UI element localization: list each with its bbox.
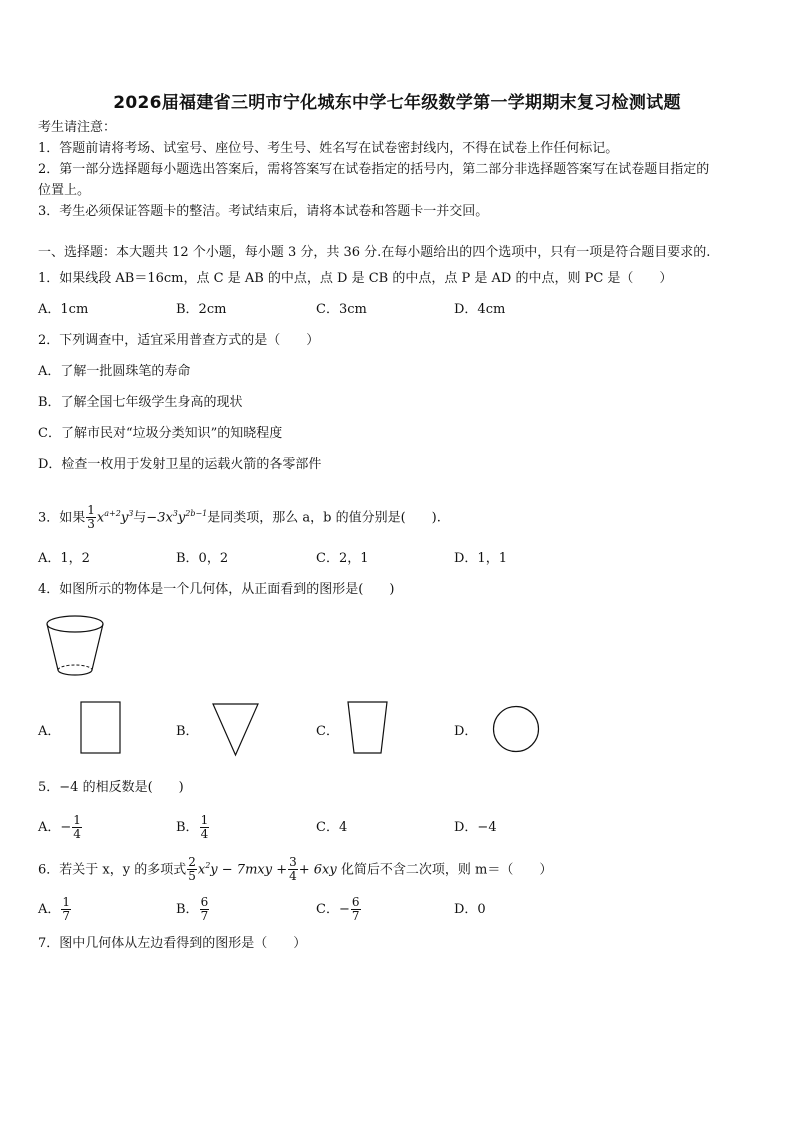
q3-option-c: C．2，1 bbox=[316, 551, 369, 566]
q4-cup-figure bbox=[44, 612, 108, 678]
q6-f1-num: 2 bbox=[188, 855, 196, 870]
q5-a-num: 1 bbox=[73, 813, 81, 827]
q5-option-b-fraction bbox=[200, 814, 210, 841]
page-title: 2026届福建省三明市宁化城东中学七年级数学第一学期期末复习检测试题 bbox=[113, 93, 681, 113]
q6-term-last: + 6xy bbox=[298, 862, 337, 878]
q6-term-x-exp: 2 bbox=[205, 861, 211, 870]
question-1: 1．如果线段 AB＝16cm，点 C 是 AB 的中点，点 D 是 CB 的中点，点 P 是 AD 的中点，则 PC 是（ ） bbox=[38, 271, 673, 286]
q6-option-d: D．0 bbox=[454, 902, 486, 917]
section-heading: 一、选择题：本大题共 12 个小题，每小题 3 分，共 36 分.在每小题给出的四个选项中，只有一项是符合题目要求的. bbox=[38, 245, 711, 260]
q6-a-num: 1 bbox=[62, 895, 71, 909]
q5-b-den: 4 bbox=[200, 827, 209, 841]
q6-f1-den: 5 bbox=[188, 869, 196, 884]
q6-option-b-label: B． bbox=[176, 902, 199, 917]
q6-option-a bbox=[38, 896, 72, 924]
q6-c-num: 6 bbox=[351, 895, 360, 909]
q6-term-x: x bbox=[197, 862, 206, 878]
q1-option-d: D．4cm bbox=[454, 302, 506, 317]
q6-f2-num: 3 bbox=[289, 855, 297, 870]
q6-option-b bbox=[176, 896, 210, 924]
q6-option-c-fraction bbox=[351, 896, 361, 923]
q2-option-a: A．了解一批圆珠笔的寿命 bbox=[38, 364, 191, 379]
notice-item-3: 3．考生必须保证答题卡的整洁。考试结束后，请将本试卷和答题卡一并交回。 bbox=[38, 204, 489, 219]
question-4: 4．如图所示的物体是一个几何体，从正面看到的图形是( ) bbox=[38, 582, 395, 597]
q3-frac-num: 1 bbox=[87, 503, 95, 518]
q3-option-a: A．1，2 bbox=[38, 551, 90, 566]
q3-term1-x-exp: a+2 bbox=[104, 509, 121, 518]
q6-option-c-label: C． bbox=[316, 902, 339, 917]
q6-f2-den: 4 bbox=[289, 869, 297, 884]
q5-option-a-sign: − bbox=[60, 820, 72, 835]
q3-term1-y: y bbox=[120, 510, 129, 526]
notice-item-2-cont: 位置上。 bbox=[38, 183, 91, 198]
q4-option-a-label: A． bbox=[38, 724, 61, 739]
q6-b-num: 6 bbox=[200, 895, 209, 909]
q6-option-a-label: A． bbox=[38, 902, 61, 917]
q3-term1-y-exp: 3 bbox=[128, 509, 134, 518]
q2-option-d: D．检查一枚用于发射卫星的运载火箭的各零部件 bbox=[38, 457, 322, 472]
q4-option-c-trapezoid bbox=[347, 701, 389, 755]
q3-term2-y: y bbox=[177, 510, 186, 526]
q5-option-c: C．4 bbox=[316, 820, 348, 835]
q1-option-a: A．1cm bbox=[38, 302, 89, 317]
question-6 bbox=[38, 852, 552, 884]
q6-term-middle: y − 7mxy + bbox=[210, 862, 288, 878]
question-7: 7．图中几何体从左边看得到的图形是（ ） bbox=[38, 936, 307, 951]
q6-option-c bbox=[316, 896, 362, 924]
q3-term2-x: −3x bbox=[146, 510, 173, 526]
q5-option-b-label: B． bbox=[176, 820, 199, 835]
q6-fraction-2 bbox=[288, 856, 298, 883]
q6-prefix: 6．若关于 x，y 的多项式 bbox=[38, 862, 187, 878]
q4-option-a-rectangle bbox=[80, 701, 122, 755]
question-5: 5．−4 的相反数是( ) bbox=[38, 780, 184, 795]
q6-suffix: 化简后不含二次项，则 m＝（ ） bbox=[340, 862, 553, 878]
q4-option-b-triangle bbox=[212, 703, 260, 757]
q5-option-a-label: A． bbox=[38, 820, 61, 835]
q3-term2-y-exp: 2b−1 bbox=[185, 509, 208, 518]
q5-option-d: D．−4 bbox=[454, 820, 497, 835]
q4-option-c-label: C． bbox=[316, 724, 339, 739]
question-2: 2．下列调查中，适宜采用普查方式的是（ ） bbox=[38, 333, 320, 348]
q5-a-den: 4 bbox=[73, 827, 81, 841]
q6-option-b-fraction bbox=[200, 896, 210, 923]
q4-option-d-label: D． bbox=[454, 724, 478, 739]
notice-heading: 考生请注意： bbox=[38, 120, 117, 135]
q6-fraction-1 bbox=[187, 856, 197, 883]
q5-option-a bbox=[38, 814, 83, 842]
q5-option-a-fraction bbox=[72, 814, 82, 841]
q6-b-den: 7 bbox=[200, 909, 209, 923]
q6-c-den: 7 bbox=[351, 909, 360, 923]
q3-and: 与 bbox=[133, 510, 147, 526]
q2-option-c: C．了解市民对“垃圾分类知识”的知晓程度 bbox=[38, 426, 283, 441]
q3-frac-den: 3 bbox=[87, 517, 95, 532]
q1-option-b: B．2cm bbox=[176, 302, 227, 317]
q6-a-den: 7 bbox=[62, 909, 71, 923]
q4-option-d-circle bbox=[492, 705, 540, 753]
q4-option-b-label: B． bbox=[176, 724, 199, 739]
q3-term1-x: x bbox=[96, 510, 105, 526]
q2-option-b: B．了解全国七年级学生身高的现状 bbox=[38, 395, 243, 410]
notice-item-2: 2．第一部分选择题每小题选出答案后，需将答案写在试卷指定的括号内，第二部分非选择题答案写在试卷题目指定的 bbox=[38, 162, 710, 177]
q5-option-b bbox=[176, 814, 210, 842]
q3-suffix: 是同类项，那么 a，b 的值分别是( ). bbox=[207, 510, 441, 526]
q3-term2-x-exp: 3 bbox=[172, 509, 178, 518]
question-3 bbox=[38, 500, 441, 532]
q3-option-d: D．1，1 bbox=[454, 551, 507, 566]
q6-option-a-fraction bbox=[61, 896, 71, 923]
q5-b-num: 1 bbox=[200, 813, 209, 827]
q3-fraction bbox=[86, 504, 96, 531]
q6-option-c-sign: − bbox=[338, 902, 350, 917]
q1-option-c: C．3cm bbox=[316, 302, 367, 317]
q3-prefix: 3．如果 bbox=[38, 510, 86, 526]
notice-item-1: 1．答题前请将考场、试室号、座位号、考生号、姓名写在试卷密封线内，不得在试卷上作任何标记。 bbox=[38, 141, 619, 156]
q3-option-b: B．0，2 bbox=[176, 551, 229, 566]
